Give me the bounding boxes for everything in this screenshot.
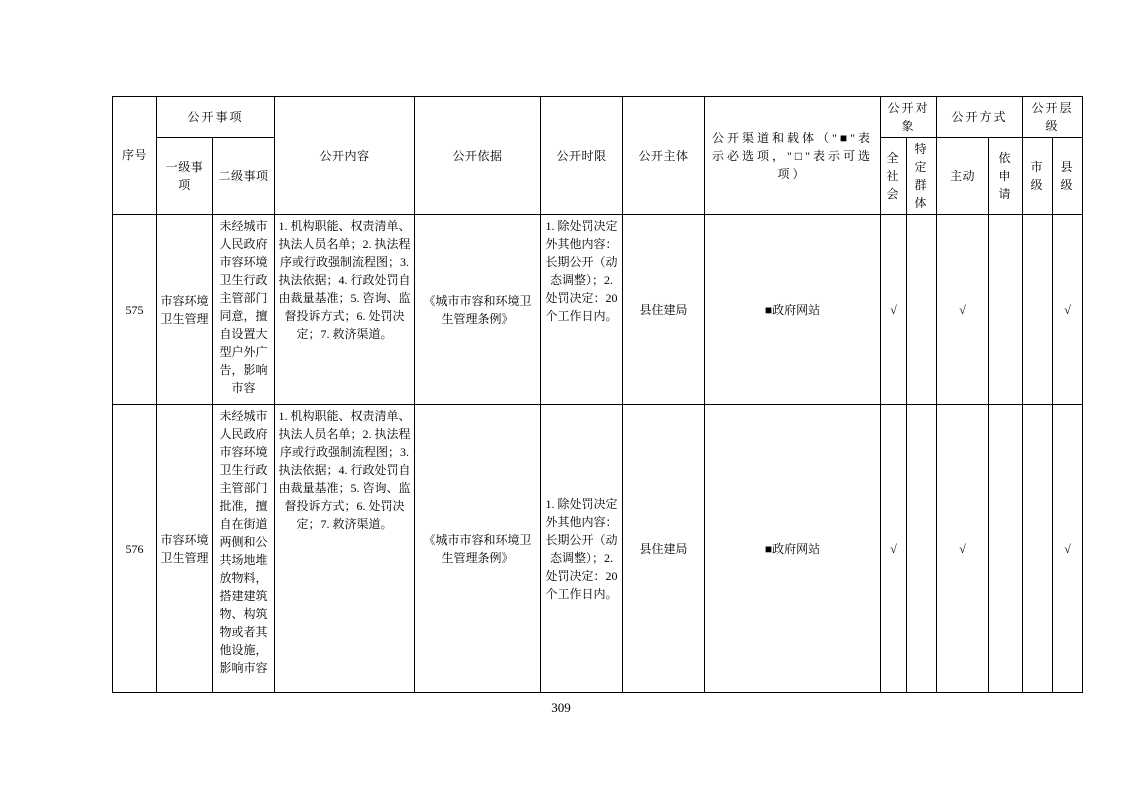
cell-subject (623, 215, 705, 405)
cell-basis (415, 215, 541, 405)
cell-deadline (541, 405, 623, 693)
disclosure-table (112, 96, 1083, 693)
cell-seq-value: 575 (125, 302, 144, 317)
page-number: 309 (551, 700, 571, 715)
cell-content (275, 215, 415, 405)
header-seq-label: 序号 (121, 148, 147, 163)
cell-subject (623, 405, 705, 693)
header-target-specific (907, 138, 937, 215)
cell-method-active-value: √ (959, 302, 966, 317)
cell-target-all (881, 215, 907, 405)
header-channel (705, 97, 881, 215)
cell-channel-value: ■政府网站 (764, 541, 821, 556)
header-subject-label: 公开主体 (638, 148, 689, 163)
cell-basis-value: 《城市市容和环境卫生管理条例》 (423, 293, 532, 326)
header-method-active-label: 主动 (950, 169, 976, 183)
header-method-active (937, 138, 989, 215)
cell-seq (113, 215, 157, 405)
header-method-group-label: 公开方式 (951, 110, 1008, 124)
table-row (113, 215, 1083, 405)
header-level-group-label: 公开层级 (1031, 101, 1074, 133)
cell-deadline-value: 1. 除处罚决定外其他内容：长期公开（动态调整）；2. 处罚决定：20个工作日内。 (545, 219, 618, 323)
header-target-all-label: 全社会 (886, 151, 901, 201)
cell-level-county (1053, 405, 1083, 693)
cell-level1-value: 市容环境卫生管理 (160, 532, 209, 565)
header-level1 (157, 138, 213, 215)
table-row (113, 405, 1083, 693)
header-level-county-label: 县级 (1060, 160, 1075, 192)
cell-level-county (1053, 215, 1083, 405)
cell-level2 (213, 215, 275, 405)
cell-method-active (937, 405, 989, 693)
header-target-specific-label: 特定群体 (914, 142, 929, 210)
header-deadline-label: 公开时限 (556, 148, 607, 163)
cell-seq (113, 405, 157, 693)
cell-target-all-value: √ (890, 302, 897, 317)
header-channel-label: 公开渠道和载体（"■"表示必选项，"□"表示可选项） (711, 130, 874, 181)
cell-level-county-value: √ (1064, 302, 1071, 317)
header-method-apply-label: 依申请 (998, 151, 1013, 201)
cell-level-county-value: √ (1064, 541, 1071, 556)
cell-basis (415, 405, 541, 693)
cell-level-city (1023, 405, 1053, 693)
header-level-group (1023, 97, 1083, 138)
cell-target-all (881, 405, 907, 693)
cell-level1 (157, 215, 213, 405)
cell-subject-value: 县住建局 (639, 541, 688, 556)
cell-level2 (213, 405, 275, 693)
header-target-group (881, 97, 937, 138)
cell-basis-value: 《城市市容和环境卫生管理条例》 (423, 532, 532, 565)
cell-deadline (541, 215, 623, 405)
cell-level2-value: 未经城市人民政府市容环境卫生行政主管部门批准，擅自在街道两侧和公共场地堆放物料，搭建建筑物、构筑物或者其他设施，影响市容 (219, 409, 268, 675)
cell-channel (705, 215, 881, 405)
header-level-city-label: 市级 (1030, 160, 1045, 192)
header-basis (415, 97, 541, 215)
header-content (275, 97, 415, 215)
header-level1-label: 一级事项 (165, 160, 204, 192)
header-level2 (213, 138, 275, 215)
header-level2-label: 二级事项 (218, 169, 269, 183)
header-seq (113, 97, 157, 215)
cell-channel (705, 405, 881, 693)
cell-target-specific (907, 215, 937, 405)
header-method-apply (989, 138, 1023, 215)
header-target-all (881, 138, 907, 215)
table-body (113, 215, 1083, 693)
cell-content (275, 405, 415, 693)
cell-level1-value: 市容环境卫生管理 (160, 293, 209, 326)
cell-channel-value: ■政府网站 (764, 302, 821, 317)
header-basis-label: 公开依据 (452, 148, 503, 163)
cell-target-all-value: √ (890, 541, 897, 556)
cell-seq-value: 576 (125, 541, 144, 556)
cell-content-value: 1. 机构职能、权责清单、执法人员名单；2. 执法程序或行政强制流程图；3. 执法依据；4. 行政处罚自由裁量基准；5. 咨询、监督投诉方式；6. 处罚决定；7. 救济渠道。 (278, 219, 411, 341)
cell-method-active (937, 215, 989, 405)
header-level-city (1023, 138, 1053, 215)
cell-level-city (1023, 215, 1053, 405)
cell-level2-value: 未经城市人民政府市容环境卫生行政主管部门同意，擅自设置大型户外广告，影响市容 (219, 219, 268, 395)
header-content-label: 公开内容 (319, 148, 370, 163)
table-header (113, 97, 1083, 215)
header-deadline (541, 97, 623, 215)
cell-deadline-value: 1. 除处罚决定外其他内容：长期公开（动态调整）；2. 处罚决定：20个工作日内。 (545, 496, 618, 601)
cell-method-apply (989, 405, 1023, 693)
header-subject (623, 97, 705, 215)
cell-method-apply (989, 215, 1023, 405)
cell-level1 (157, 405, 213, 693)
cell-method-active-value: √ (959, 541, 966, 556)
cell-subject-value: 县住建局 (639, 302, 688, 317)
header-method-group (937, 97, 1023, 138)
header-level-county (1053, 138, 1083, 215)
header-matters-group-label: 公开事项 (187, 110, 244, 124)
header-matters-group (157, 97, 275, 138)
header-target-group-label: 公开对象 (887, 101, 930, 133)
cell-content-value: 1. 机构职能、权责清单、执法人员名单；2. 执法程序或行政强制流程图；3. 执法依据；4. 行政处罚自由裁量基准；5. 咨询、监督投诉方式；6. 处罚决定；7. 救济渠道。 (278, 409, 411, 531)
cell-target-specific (907, 405, 937, 693)
